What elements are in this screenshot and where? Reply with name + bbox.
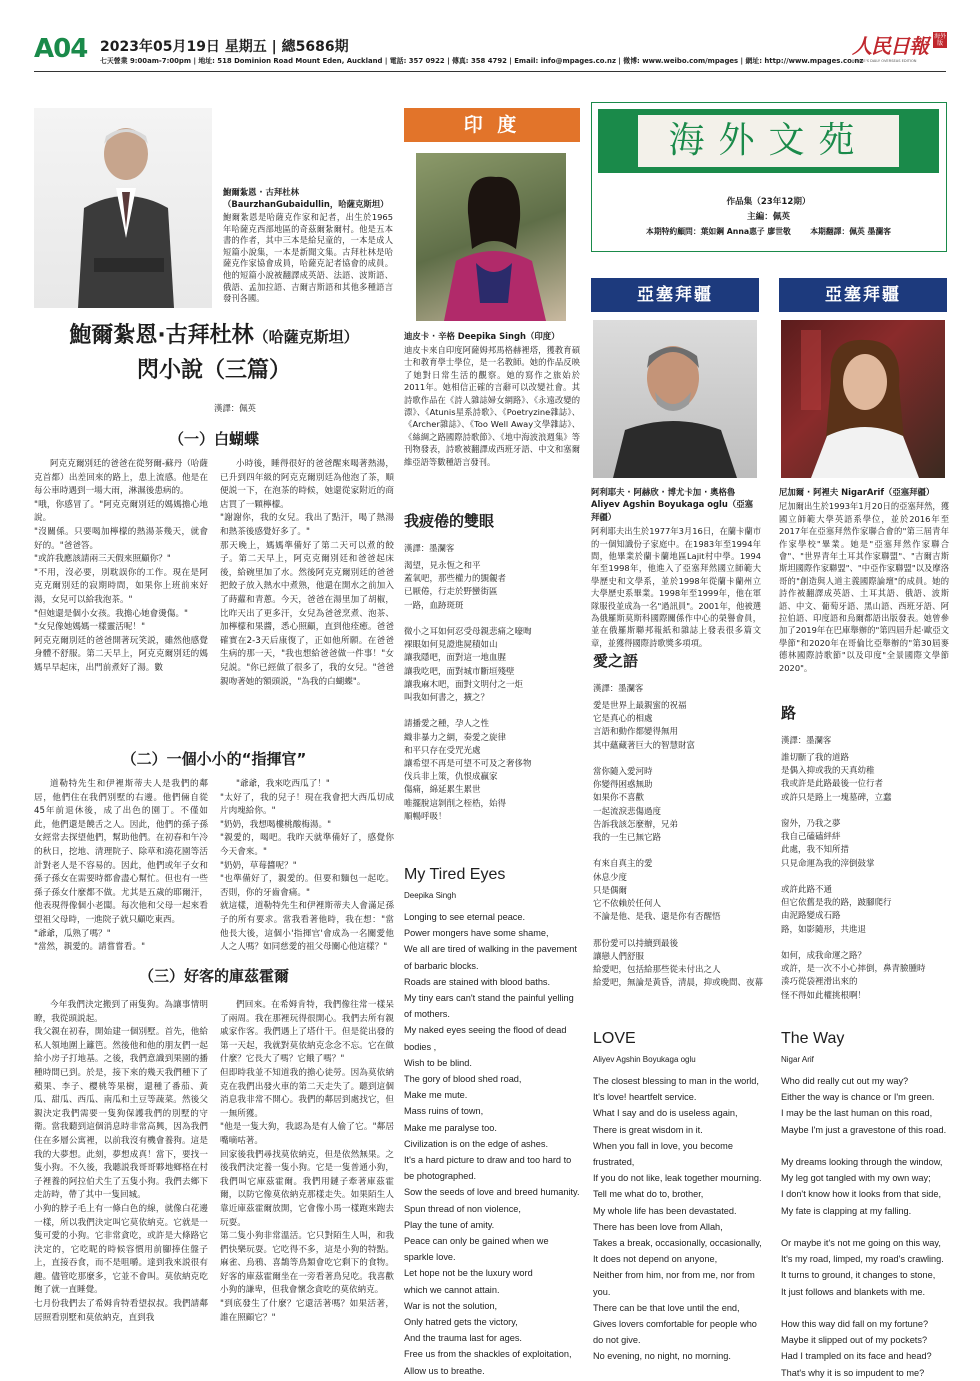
- india-author-info: [404, 330, 580, 468]
- story2-col-right: "爺爺，我來吃西瓜了！" "太好了，我的兒子！現在我會把大西瓜切成片肉塊給你。" "奶奶，我想喝樓桃酸梅湯。" "親愛的，喝吧。我昨天就準備好了，感覺你今天會來。" "奶奶，草莓醬呢？" "也準備好了，親愛的。但要和麵包一起吃。否則，你的牙齒會痛。" 就這樣，道勒特先生和伊裡斯蒂夫人會滿足孫子的所有要求。當我看著他時，我在想："當他長大後，這個小'指揮官'會成為一名關愛他人之人嗎？如同慈愛的祖父母關心他這樣？": [220, 779, 394, 953]
- az1-author-name: 阿利耶夫 · 阿赫欣 · 博尤卡加 · 奧格魯 Aliyev Agshin Boyukaga oglu（亞塞拜疆）: [591, 487, 753, 522]
- az2-author-info: [779, 486, 949, 674]
- az2-poem-translator: 漢譯：墨瀾客: [781, 735, 832, 745]
- az1-poem-translator: 漢譯：墨瀾客: [593, 683, 644, 693]
- az2-poem-title-cn: 路: [781, 704, 797, 722]
- story2-col-left: 道勒特先生和伊裡斯蒂夫人是我們的鄰居，他們住在我們別墅的右邊。他們倆自從45年前退休後，成了出色的園丁。不僅如此，他們還是饒舌之人。因此，他們的孫子孫女經常去探望他們，幫助他們。在初春和午冷的秋日，挖地、清理院子、除草和澆花園等活計對老人是不容易的。因此，他們或年子女和孫子孫女在需要時都會盡心幫忙。但也有一些孫子孫女什麼都不做。尤其是五歲的耶爾汗，他表現得像個小老闆。每次他和父母一起來看望祖父母時，一進院子就只顧吃東西。 "爺爺，瓜熟了嗎？" "當然，親愛的。請嘗嘗看。": [34, 779, 208, 953]
- india-poem-translator: 漢譯：墨瀾客: [404, 543, 455, 553]
- india-poem-en: Longing to see eternal peace. Power mongers have some shame, We all are tired of walking in the pavement of barbaric blocks. Roads are stained with blood baths. My tiny ears can't stand the painful yelling of mothers. My naked eyes seeing the flood of dead bodies , Wish to be blind. The gory of blood shed road, Make me mute. Mass ruins of town, Make me paralyse too. Civilization is on the edge of ashes. It's a hard picture to draw and too hard to be photographed. Sow the seeds of love and breed humanity. Spun thread of non violence, Play the tune of amity. Peace can only be gained when we sparkle love. Let hope not be the luxury word which we cannot attain. War is not the solution, Only hatred gets the victory, And the trauma last for ages. Free us from the shackles of exploitation, Allow us to breathe.: [404, 912, 580, 1376]
- az1-author-bio: 阿利耶夫出生於1977年3月16日，在蘭卡蘭市的一個知識份子家庭中。在1983年至1994年間，他畢業於蘭卡蘭地區Lajit村中學。1994年至1998年，他進入了亞塞拜然國立師範大學歷史和文學系，並於1998年從蘭卡蘭州立大學歷史系畢業。1998年至1999年，他在軍隊服役並成為一名"過訊員"。2001年，他被選為俄羅斯莫斯科國際關係作中心的榮譽會員，並在俄羅斯聯邦報紙和雜誌上發表很多篇文章，並獲得國際詩歌獎多項項。: [591, 526, 761, 648]
- logo-text: 人民日報: [852, 34, 928, 58]
- az2-poem-cn: 誰切斷了我的道路 是偶入抑或我的天真幼稚 我或許是此路最後一位行者 或許只是路上一塊墓碑，立蠢 窗外，乃我之夢 我自己磕磕絆絆 此處，我不知所措 只見命運為我的滓倒鼓掌 或許此路不通 但它依舊是我的路，跛腳爬行 由泥路變成石路 路，如影隨形，共進退 如何，成我命運之路？ 或許，是一次不小心摔倒，鼻青臉腫時 湊巧從袋裡滑出來的 怪不得如此權挑根啊！: [781, 753, 926, 1001]
- india-author-name: 迪皮卡 · 辛格 Deepika Singh（印度）: [404, 331, 560, 341]
- author-photo-gubaidullin: [34, 108, 212, 308]
- header-rule: [34, 71, 946, 72]
- portrait-figure: [781, 320, 945, 478]
- story-headline: [34, 318, 394, 384]
- page-number: A04: [34, 34, 88, 64]
- column-advisors: 本期特約顧問：葉如鋼 Anna惠子 廖世敬: [646, 227, 791, 236]
- az2-author-name: 尼加爾 · 阿裡夫 NigarArif（亞塞拜疆）: [779, 487, 935, 497]
- india-poem-title-cn: 我疲倦的雙眼: [404, 512, 495, 530]
- logo-english: PEOPLE'S DAILY OVERSEAS EDITION: [852, 59, 917, 63]
- headline-country: （哈薩克斯坦）: [253, 328, 359, 346]
- issue-date: 2023年05月19日 星期五 | 總5686期: [100, 39, 349, 55]
- story3-title: （三）好客的庫茲霍爾: [138, 967, 289, 985]
- page-header: [0, 0, 980, 72]
- author-photo-nigar: [781, 320, 945, 478]
- az1-poem-cn: 愛是世界上最親蜜的祝福 它是真心的相處 言語和動作都變得無用 其中蘊藏著巨大的智慧財富 當你隨入愛河時 你變得困惑無助 如果你不喜歡 一起流淚悲傷過度 告訴我該怎麼辦，兄弟 我的一生已無它路 有來自真主的愛 休息少度 只是偶爾 它不依賴於任何人 不論是他、是我、還是你有否醒悟 那份愛可以持續到最後 讓戀人們舒服 給愛吧，包括給那些從未付出之人 給愛吧，無論是黃昏，清晨，抑或晚間、夜幕: [593, 701, 764, 989]
- story-translator: 漢譯：佩英: [214, 403, 256, 413]
- az1-poem-title-cn: 愛之語: [593, 652, 639, 670]
- az2-poem-en: Who did really cut out my way? Either the way is chance or I'm green. I may be the last human on this road, Maybe I'm just a gravestone of this road. My dreams looking through the window, My leg got tangled with my own way; I don't know how it looks from that side, My fate is clapping at my falling. Or maybe it's not me going on this way, It's my road, limped, my road's crawling. It turns to ground, it changes to stone, It just follows and blankets with me. How this way did fall on my fortune? Maybe it slipped out of my pockets? Had I trampled on its face and head? That's why it is so impudent to me?: [781, 1076, 947, 1378]
- az2-author-bio: 尼加爾出生於1993年1月20日的亞塞拜然，獲國立師範大學英語系學位，並於2016年至2017年在亞塞拜然作家聯合會的"第三屆青年作家學校"畢業。她是"亞塞拜然作家聯合會"、"世界青年土耳其作家聯盟"、"吉爾吉斯斯坦國際作家聯盟"、"中亞作家聯盟"以及摩洛哥的"創造與人道主義國際論壇"的成員。她的詩作被翻譯成英語、土耳其語、俄語、波斯語、中文、葡萄牙語、黑山語、西班牙語、阿拉伯語、印度語和烏爾都語出版發表。她曾參加了2019年在巴庫舉辦的"第四屆升起·歐亞文學節"和2020年在哥倫比亞舉辦的"第30屆麥德林國際詩歌節"以及印度"全景國際文學節2020"。: [779, 501, 949, 673]
- az2-poem-title-en: The Way: [781, 1030, 845, 1047]
- az1-poem-author-en: Aliyev Agshin Boyukaga oglu: [593, 1055, 696, 1064]
- column-banner: [591, 102, 947, 252]
- story1-col-left: 阿克克爾別廷的爸爸在從努爾-蘇丹（哈薩克首都）出差回來的路上，患上流感。他是在每公車時遇到一場大雨，淋濕後患病的。 "哦，你感冒了。"阿克克爾別廷的媽媽擔心地說。 "沒關係。只要喝加檸檬的熱湯茶幾天，就會好的。"爸爸答。 "或許我應該請兩三天假來照顧你？" "不用，沒必要，別耽誤你的工作。現在是阿克克爾別廷的寂期時間，如果你上班前來好湯，女兒可以給我泡茶。" "但她還是個小女孩。我擔心她會燙傷。" "女兒像她媽媽一樣靈活呢！" 阿克克爾別廷的爸爸開著玩笑説，雖然他感覺身體不舒服。第二天早上，阿克克爾別廷的媽媽早早起床，出門前煮好了湯。數: [34, 459, 208, 673]
- india-poem-cn: 渴望，見永恆之和平 蓋氧吧，那些權力的覬覦者 已厭倦，行走於野蠻街區 一路，血跡斑斑 微小之耳如何忍受母親悲痛之嚎啕 裸眼如何見證進屍積如山 讓我隱吧，面對這一地血腥 讓我吃吧，面對城市斷垣殘壁 讓我麻木吧，面對文明付之一炬 叫我如何書之，擴之？ 請播愛之種，孕人之性 織非暴力之網，奏愛之旋律 和平只存在受咒光處 讓希望不再是可望不可及之奢侈物 伐兵非上策，仇恨成贏家 傷痛，綿延累生累世 唯擺脫這剝削之桎梏，始得 順暢呼吸！: [404, 561, 532, 822]
- az1-poem-en: The closest blessing to man in the world, It's love! heartfelt service. What I say and do is useless again, There is great wisdom in it. When you fall in love, you become frustrated, If you do not like, leak together mourning. Tell me what do to, brother, My whole life has been devastated. There has been love from Allah, Takes a break, occasionally, occasionally, It does not depend on anyone, Neither from him, nor from me, nor from you. There can be that love until the end, Gives lovers comfortable for people who do not give. No evening, no night, no morning.: [593, 1076, 762, 1362]
- column-title: 海外文苑: [638, 115, 899, 167]
- az1-poem-title-en: LOVE: [593, 1030, 636, 1047]
- contact-info: 七天營業 9:00am-7:00pm | 地址: 518 Dominion Road Mount Eden, Auckland | 電話: 357 0922 | 傳真: 358 4792 | Email: info@mpages.co.nz | 微博: www.weibo.com/mpages | 網址: http://www.mpages.co.nz: [100, 57, 864, 65]
- india-poem-title-en: My Tired Eyes: [404, 866, 506, 883]
- story2-title: （二）一個小小的“指揮官”: [121, 750, 307, 768]
- logo-seal: 海外版: [934, 33, 947, 47]
- author1-name: 鮑爾紮恩 · 古拜杜林（BaurzhanGubaidullin，哈薩克斯坦）: [223, 187, 389, 209]
- column-collection: 作品集（23年12期）: [726, 197, 811, 207]
- india-author-bio: 迪皮卡來自印度阿薩姆邦馬格赫裡塔，獲教育碩士和教育學士學位，是一名教師。她的作品反映了她對日常生活的觀察。她的寫作之旅始於2011年。她相信正確的言辭可以改變社會。其詩歌作品在《詩人雜誌婦女網路》、《永遠改變的漂》、《Atunis星系詩歌》、《Poetryzine雜誌》、《Archer雜誌》、《Too Well Away文學雜誌》、《絲綢之路國際詩歌節》、《地中海波浪週集》等刊物發表，詩歌被翻譯成西班牙語、中文和塞爾維亞語等數種語言發刊。: [404, 345, 580, 467]
- portrait-figure: [416, 153, 566, 321]
- story3-col-left: 今年我們決定搬到了兩隻狗。為讓事情明瞭，我從頭説起。 我父親在初春，開始建一個別墅。首先，他給私人領地圍上籬笆。然後他和他的朋友們一起給小房子打地基。之後，我們意識到果園的播種時間已到。於是，接下來的幾天我們種下了蘋果、李子、櫻桃等果樹，還種了番茄、黃瓜、甜瓜、西瓜、南瓜和土豆等蔬菜。然後父親決定我們需要一隻狗保護我們的別墅的守衛。當我聽到這個消息時非常高興，因為我們住在多層公寓裡，以前我沒有機會養狗。這是我的大夢想。此刻，夢想成真！當下，要找一隻小狗。不久後，我聽説我哥哥夥地鄉格在村子裡養的阿拉伯犬生了五隻小狗。我們去鄉下走訪時，帶了其中一隻回城。 小狗的脖子毛上有一條白色的線，就像白花邊一樣，所以我們決定叫它莫依納克。它就是一隻可愛的小狗。它非常貪吃，或許是大條路它決定的，它吃昵的時候容慣用前腳捧住盤子上，直接吞食，而不是咀嚼。達到我來説很有趣。儘管吃那麼多，它並不會叫。莫依納克吃飽了就一直睡覺。 七月份我們去了希姆肯特看望叔叔。我們請鄰居照看別墅和莫依納克，直到我: [34, 1000, 208, 1323]
- az2-banner: 亞塞拜疆: [779, 278, 947, 312]
- headline-genre: 閃小說（三篇）: [136, 358, 291, 383]
- story3-col-right: 們回來。在希姆肯特，我們像往常一樣呆了兩周。我在那裡玩得很開心。我們去所有親戚家作客。我們遇上了塔什干。但是從出發的第一天起，我就對莫依納克念念不忘。它在做什麼？它長大了嗎？它餓了嗎？" 但即時我並不知道我的擔心徒勞。因為莫依納克在我們出發火車的第二天走失了。聽到這個消息我非常不開心。我們的鄰居到處找它，但一無所獲。 "他是一隻大狗，我認為是有人偷了它。"鄰居嘴嘀咕著。 回家後我們尋找莫依納克，但是依然無果。之後我們決定養一隻小狗。它是一隻普通小狗，我們叫它庫茲霍爾。我們用鏈子牽著庫茲霍爾，以防它像莫依納克那樣走失。如果陌生人靠近庫茲霍爾放開，它會像小馬一樣跑來跑去玩耍。 第二隻小狗非常溫活。它只對陌生人叫，和我們快樂玩耍。它吃得不多，這是小狗的特點。麻雀、烏鴉、喜鵲等鳥類會吃它剩下的食物。好客的庫茲霍爾坐在一旁看著鳥兒吃。我喜歡小狗的謙卑，但我會懷念貪吃的莫依納克。 "到底發生了什麼？它還活著嗎？如果活著，誰在照顧它？": [220, 1000, 394, 1323]
- az1-author-info: [591, 486, 761, 649]
- author1-bio: 鮑爾紮恩是哈薩克作家和記者，出生於1965年哈薩克西部地區的奇茲爾紮爾村。他是五本書的作者，其中三本是給兒童的，一本是成人短篇小說集，一本是新聞文集。古拜杜林是哈薩克作家協會成員，哈薩克記者協會的成員。他的短篇小說被翻譯成英語、法語、波斯語、俄語、孟加拉語、吉爾吉斯語和其他多種語言發刊各國。: [223, 212, 393, 304]
- column-title-block: [598, 109, 939, 173]
- india-poem-author-en: Deepika Singh: [404, 891, 457, 900]
- newspaper-logo: [852, 30, 952, 66]
- india-banner: 印 度: [404, 108, 580, 142]
- column-translators: 本期翻譯：佩英 墨瀾客: [810, 227, 891, 236]
- story1-col-right: 小時後，睡得很好的爸爸醒來喝著熱湯，已升到四年級的阿克克爾別廷為他泡了茶，順便説一下，在泡茶的時候，她還從家附近的商店買了一顆檸檬。 "謝謝你，我的女兒。我出了點汗，喝了熱湯和熱茶後感覺好多了。" 那天晚上，媽媽準備好了第二天可以煮的餃子。第二天早上，阿克克爾別廷和爸爸起床後，給碗里加了水。然後阿克克爾別廷的爸爸把餃子放入熱水中煮熟，他還在開水之前加入了蒔蘿和青蔥。今天，爸爸在湯里加了胡椒，比昨天出了更多汗，女兒為爸爸烹煮、泡茶、加檸檬和果醬，悉心照顧，直到他痊癒。爸爸確實在2-3天后康復了，正如他所願。在爸爸生病的那一天，"我也想給爸爸做一件事！"女兒説。"你已經做了很多了，我的女兒。"爸爸親吻著她的額頭説，"為我的白蝴蝶"。: [220, 459, 394, 687]
- headline-author: 鮑爾紮恩·古拜杜林: [69, 323, 254, 348]
- author1-info: [223, 186, 393, 305]
- column-credits: [592, 226, 945, 237]
- az2-poem-author-en: Nigar Arif: [781, 1055, 814, 1064]
- az1-banner: 亞塞拜疆: [591, 278, 759, 312]
- author-photo-aliyev: [593, 320, 757, 478]
- author-photo-deepika: [416, 153, 566, 321]
- story1-title: （一）白蝴蝶: [168, 430, 259, 448]
- column-editor: 主編：佩英: [747, 212, 790, 222]
- portrait-figure: [34, 108, 212, 308]
- portrait-figure: [593, 320, 757, 478]
